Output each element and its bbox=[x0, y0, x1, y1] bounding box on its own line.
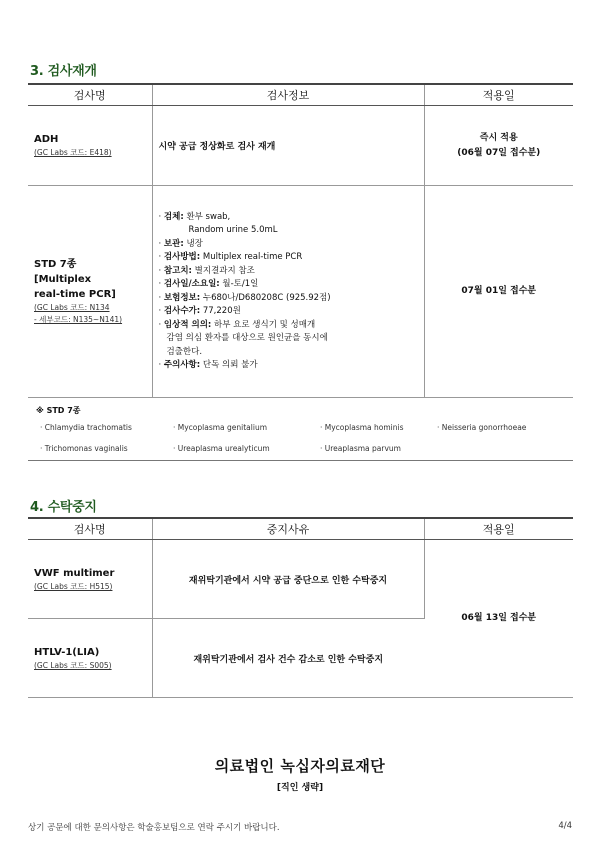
suspend-table bbox=[28, 519, 573, 698]
test-code-line1: (GC Labs 코드: N134 bbox=[34, 303, 110, 312]
test-name-cell bbox=[28, 186, 152, 398]
apply-date-line1: 즉시 적용 bbox=[479, 132, 518, 143]
header-test-info: 검사정보 bbox=[152, 85, 424, 106]
test-info: 시약 공급 정상화로 검사 재개 bbox=[152, 106, 424, 186]
info-specimen-2: Random urine 5.0mL bbox=[188, 225, 278, 235]
organization-name: 의료법인 녹십자의료재단 bbox=[214, 757, 386, 775]
info-clinical-2: 감염 의심 환자를 대상으로 원인균을 동시에 bbox=[166, 333, 328, 343]
info-clinical-3: 검출한다. bbox=[166, 346, 203, 357]
organism-item: · Trichomonas vaginalis bbox=[40, 444, 128, 453]
organism-item: · Neisseria gonorrhoeae bbox=[437, 423, 527, 432]
organism-item: · Mycoplasma hominis bbox=[320, 423, 404, 432]
table-row bbox=[28, 106, 573, 186]
info-method: · 검사방법: Multiplex real-time PCR bbox=[158, 252, 303, 262]
suspend-table-header bbox=[28, 519, 573, 540]
table-row bbox=[28, 540, 573, 619]
organism-item: · Ureaplasma parvum bbox=[320, 444, 401, 453]
info-schedule: · 검사일/소요일: 월-토/1일 bbox=[158, 279, 259, 289]
resume-table-header bbox=[28, 85, 573, 106]
info-fee: · 검사수가: 77,220원 bbox=[158, 306, 241, 316]
section-3-bottom-rule bbox=[28, 460, 573, 461]
test-name: VWF multimer bbox=[34, 567, 115, 579]
organism-item: · Mycoplasma genitalium bbox=[173, 423, 267, 432]
seal-omitted: [직인 생략] bbox=[276, 783, 324, 793]
test-name-cell bbox=[28, 106, 152, 186]
info-reference: · 참고치: 별지결과지 참조 bbox=[158, 265, 255, 276]
test-name-line2: [Multiplex bbox=[34, 274, 92, 285]
test-name-line1: STD 7종 bbox=[34, 259, 77, 270]
test-info-cell bbox=[152, 186, 424, 398]
header-apply-date: 적용일 bbox=[424, 519, 573, 540]
organism-item: · Ureaplasma urealyticum bbox=[173, 444, 270, 453]
test-name-cell bbox=[28, 619, 152, 698]
resume-table bbox=[28, 85, 573, 398]
footer-note: 상기 공문에 대한 문의사항은 학술홍보팀으로 연락 주시기 바랍니다. bbox=[28, 823, 280, 833]
apply-date: 06월 13일 접수분 bbox=[424, 540, 573, 698]
info-specimen: · 검체: 환부 swab, bbox=[158, 211, 231, 222]
test-name-cell bbox=[28, 540, 152, 619]
section-3-title: 3. 검사재개 bbox=[30, 64, 97, 79]
apply-date-cell bbox=[424, 106, 573, 186]
info-storage: · 보관: 냉장 bbox=[158, 238, 203, 249]
stop-reason: 재위탁기관에서 검사 건수 감소로 인한 수탁중지 bbox=[152, 619, 424, 698]
organism-item: · Chlamydia trachomatis bbox=[40, 423, 132, 432]
test-name: HTLV-1(LIA) bbox=[34, 646, 100, 658]
page-number: 4/4 bbox=[558, 821, 572, 831]
header-stop-reason: 중지사유 bbox=[152, 519, 424, 540]
stop-reason: 재위탁기관에서 시약 공급 중단으로 인한 수탁중지 bbox=[152, 540, 424, 619]
test-name-line3: real-time PCR] bbox=[34, 289, 116, 300]
section-4-title: 4. 수탁중지 bbox=[30, 500, 97, 515]
apply-date-line2: (06월 07일 접수분) bbox=[457, 147, 541, 158]
info-caution: · 주의사항: 단독 의뢰 불가 bbox=[158, 360, 258, 370]
test-code: (GC Labs 코드: S005) bbox=[34, 660, 112, 670]
info-insurance: · 보험정보: 누680나/D680208C (925.92점) bbox=[158, 292, 331, 303]
info-clinical: · 임상적 의의: 하부 요로 생식기 및 성매개 bbox=[158, 319, 316, 330]
test-code: (GC Labs 코드: H515) bbox=[34, 581, 113, 591]
table-row bbox=[28, 186, 573, 398]
test-code: (GC Labs 코드: E418) bbox=[34, 148, 112, 157]
test-name: ADH bbox=[34, 134, 59, 145]
header-apply-date: 적용일 bbox=[424, 85, 573, 106]
header-test-name: 검사명 bbox=[28, 519, 152, 540]
apply-date: 07월 01일 접수분 bbox=[424, 186, 573, 398]
header-test-name: 검사명 bbox=[28, 85, 152, 106]
std-note: ※ STD 7종 bbox=[36, 406, 81, 415]
test-code-line2: - 세부코드: N135~N141) bbox=[34, 315, 123, 324]
